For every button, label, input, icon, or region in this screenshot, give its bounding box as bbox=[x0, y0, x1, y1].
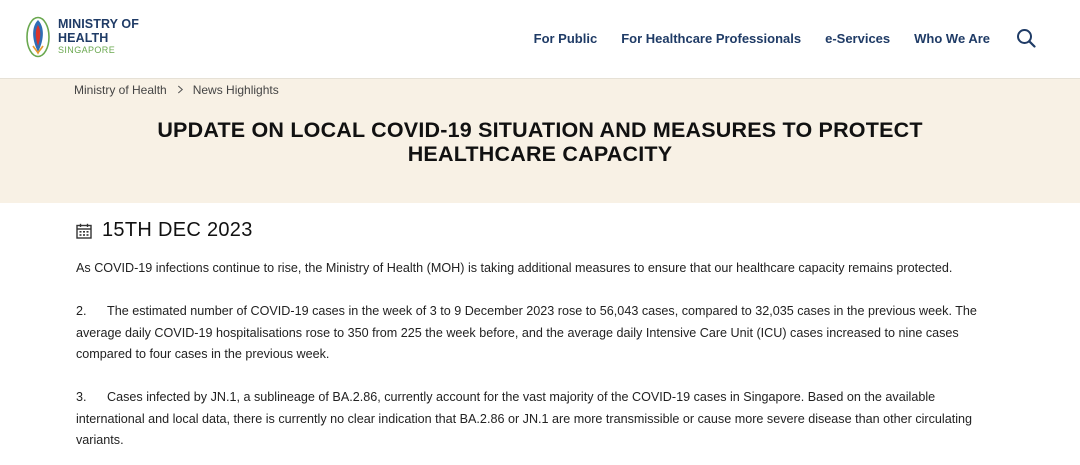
page-title bbox=[60, 118, 1020, 166]
nav-who-we-are[interactable]: Who We Are bbox=[914, 30, 990, 46]
paragraph-3 bbox=[76, 387, 1006, 452]
breadcrumb-news-highlights[interactable]: News Highlights bbox=[192, 83, 279, 97]
calendar-icon bbox=[76, 223, 92, 239]
paragraph-1-text: As COVID-19 infections continue to rise, the Ministry of Health (MOH) is taking additional measures to ensure that our healthcare capacity remains protected. bbox=[76, 261, 953, 275]
chevron-right-icon bbox=[177, 83, 184, 97]
publish-date bbox=[76, 219, 253, 242]
search-icon[interactable] bbox=[1016, 28, 1036, 48]
paragraph-3-number: 3. bbox=[76, 390, 87, 404]
page-title-line-2: HEALTHCARE CAPACITY bbox=[407, 142, 673, 166]
paragraph-2-text: The estimated number of COVID-19 cases in the week of 3 to 9 December 2023 rose to 56,043 cases, compared to 32,035 cases in the previous week. The average daily COVID-19 hospitalisations rose to 350 from 225 the week before, and the average daily Intensive Care Unit (ICU) cases increased to nine cases compared to four cases in the previous week. bbox=[76, 304, 977, 361]
paragraph-2-number: 2. bbox=[76, 304, 87, 318]
breadcrumb-ministry-of-health[interactable]: Ministry of Health bbox=[74, 83, 167, 97]
paragraph-2 bbox=[76, 301, 1006, 366]
logo-subtitle: SINGAPORE bbox=[58, 45, 116, 56]
page-title-line-1: UPDATE ON LOCAL COVID-19 SITUATION AND MEASURES TO PROTECT bbox=[157, 118, 923, 142]
date-text: 15TH DEC 2023 bbox=[102, 219, 253, 241]
paragraph-3-text: Cases infected by JN.1, a sublineage of BA.2.86, currently account for the vast majority of the COVID-19 cases in Singapore. Based on the available international and local data, there is currently no clear indication that BA.2.86 or JN.1 are more transmissible or cause more severe disease than other circulating variants. bbox=[76, 390, 973, 447]
moh-emblem-icon bbox=[26, 16, 50, 58]
nav-e-services[interactable]: e-Services bbox=[825, 30, 891, 46]
nav-for-healthcare-professionals[interactable]: For Healthcare Professionals bbox=[621, 30, 802, 46]
site-header bbox=[0, 0, 1080, 79]
main-nav bbox=[510, 28, 1036, 48]
breadcrumb bbox=[74, 83, 279, 97]
nav-for-public[interactable]: For Public bbox=[533, 30, 598, 46]
paragraph-1 bbox=[76, 258, 1006, 280]
logo-title: MINISTRY OF HEALTH bbox=[58, 16, 139, 45]
moh-logo[interactable] bbox=[26, 15, 186, 59]
